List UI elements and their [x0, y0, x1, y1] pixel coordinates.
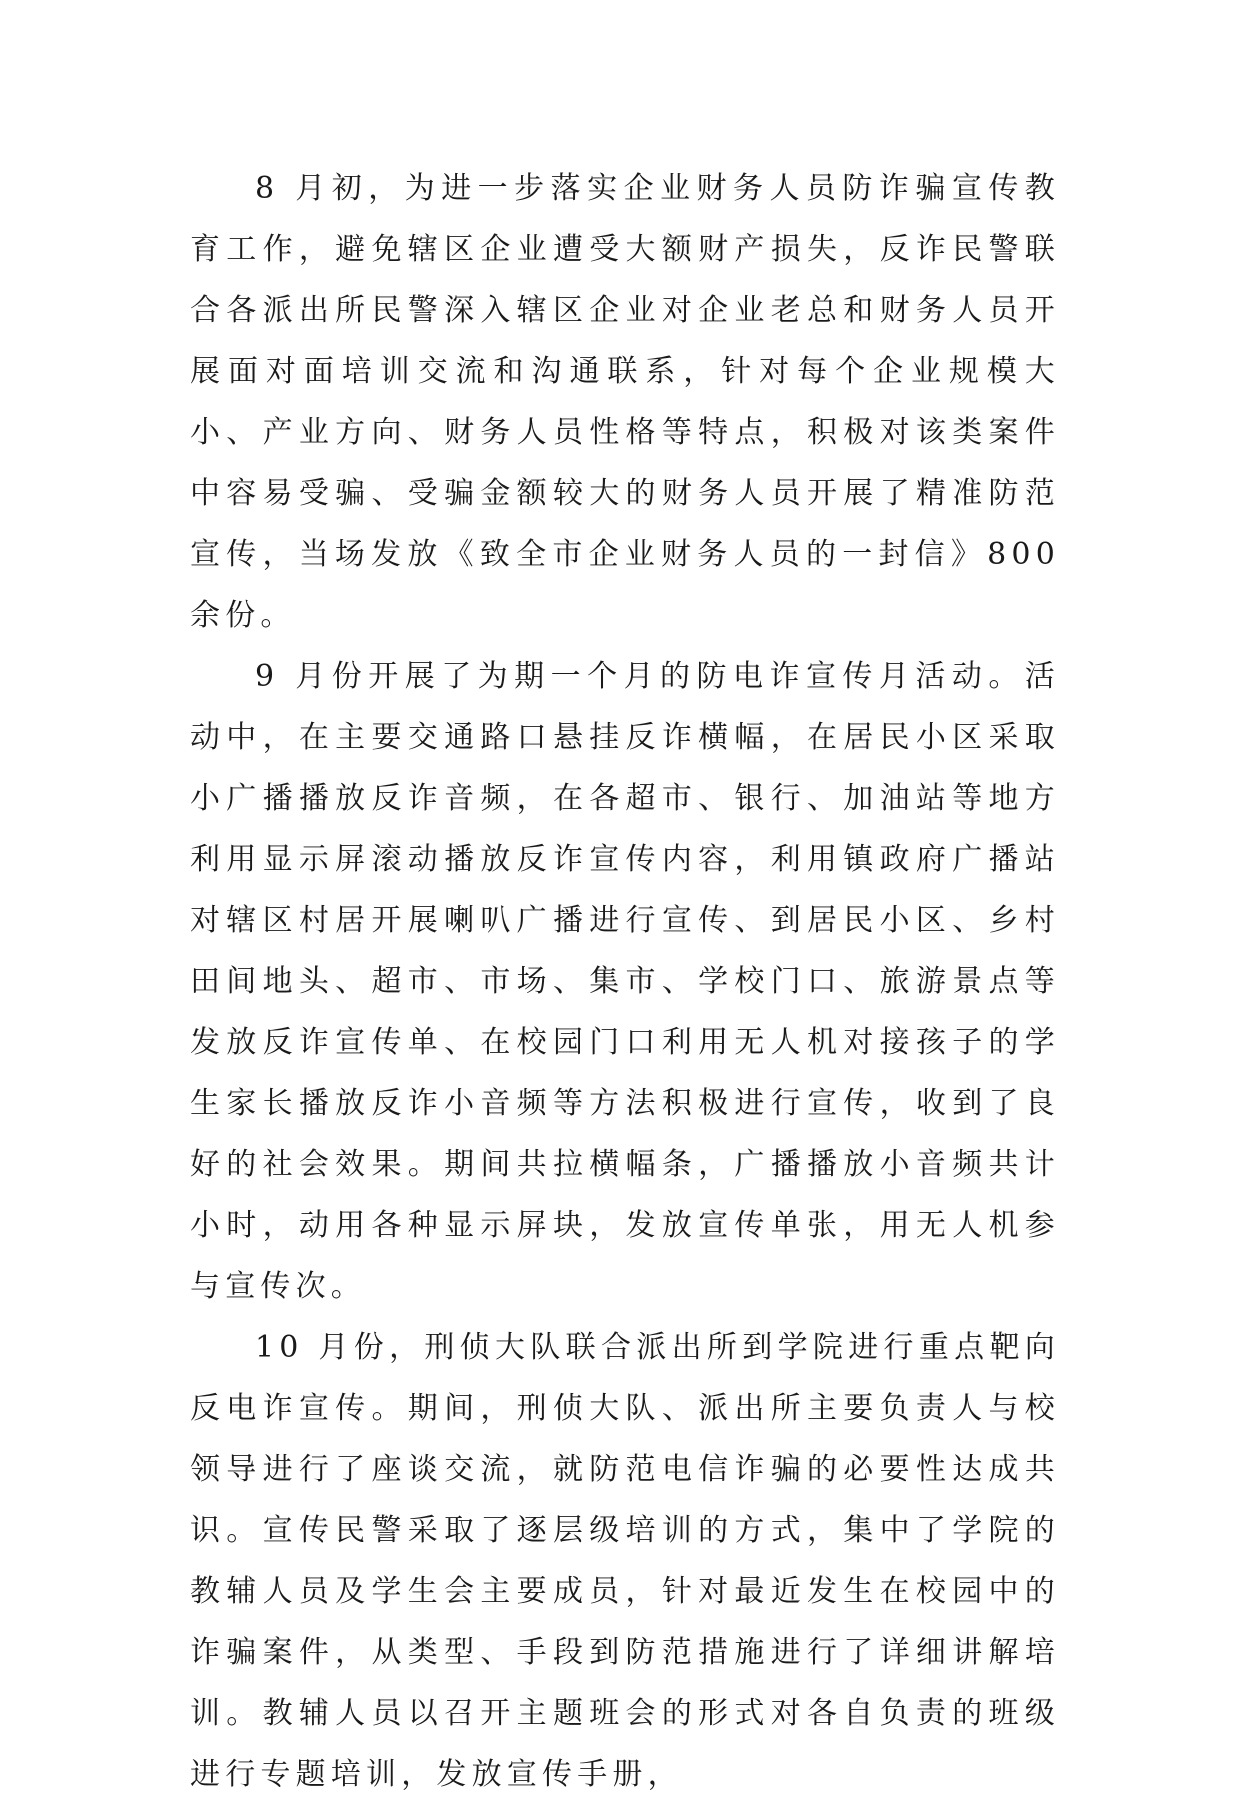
- document-body: [190, 158, 1060, 1805]
- paragraph-october: 10 月份，刑侦大队联合派出所到学院进行重点靶向反电诈宣传。期间，刑侦大队、派出所主要负责人与校领导进行了座谈交流，就防范电信诈骗的必要性达成共识。宣传民警采取了逐层级培训的方式，集中了学院的教辅人员及学生会主要成员，针对最近发生在校园中的诈骗案件，从类型、手段到防范措施进行了详细讲解培训。教辅人员以召开主题班会的形式对各自负责的班级进行专题培训，发放宣传手册，: [190, 1330, 1060, 1792]
- paragraph-september: 9 月份开展了为期一个月的防电诈宣传月活动。活动中，在主要交通路口悬挂反诈横幅，在居民小区采取小广播播放反诈音频，在各超市、银行、加油站等地方利用显示屏滚动播放反诈宣传内容，利用镇政府广播站对辖区村居开展喇叭广播进行宣传、到居民小区、乡村田间地头、超市、市场、集市、学校门口、旅游景点等发放反诈宣传单、在校园门口利用无人机对接孩子的学生家长播放反诈小音频等方法积极进行宣传，收到了良好的社会效果。期间共拉横幅条，广播播放小音频共计小时，动用各种显示屏块，发放宣传单张，用无人机参与宣传次。: [190, 659, 1060, 1304]
- paragraph-august: 8 月初，为进一步落实企业财务人员防诈骗宣传教育工作，避免辖区企业遭受大额财产损失，反诈民警联合各派出所民警深入辖区企业对企业老总和财务人员开展面对面培训交流和沟通联系，针对每个企业规模大小、产业方向、财务人员性格等特点，积极对该类案件中容易受骗、受骗金额较大的财务人员开展了精准防范宣传，当场发放《致全市企业财务人员的一封信》800 余份。: [190, 171, 1060, 633]
